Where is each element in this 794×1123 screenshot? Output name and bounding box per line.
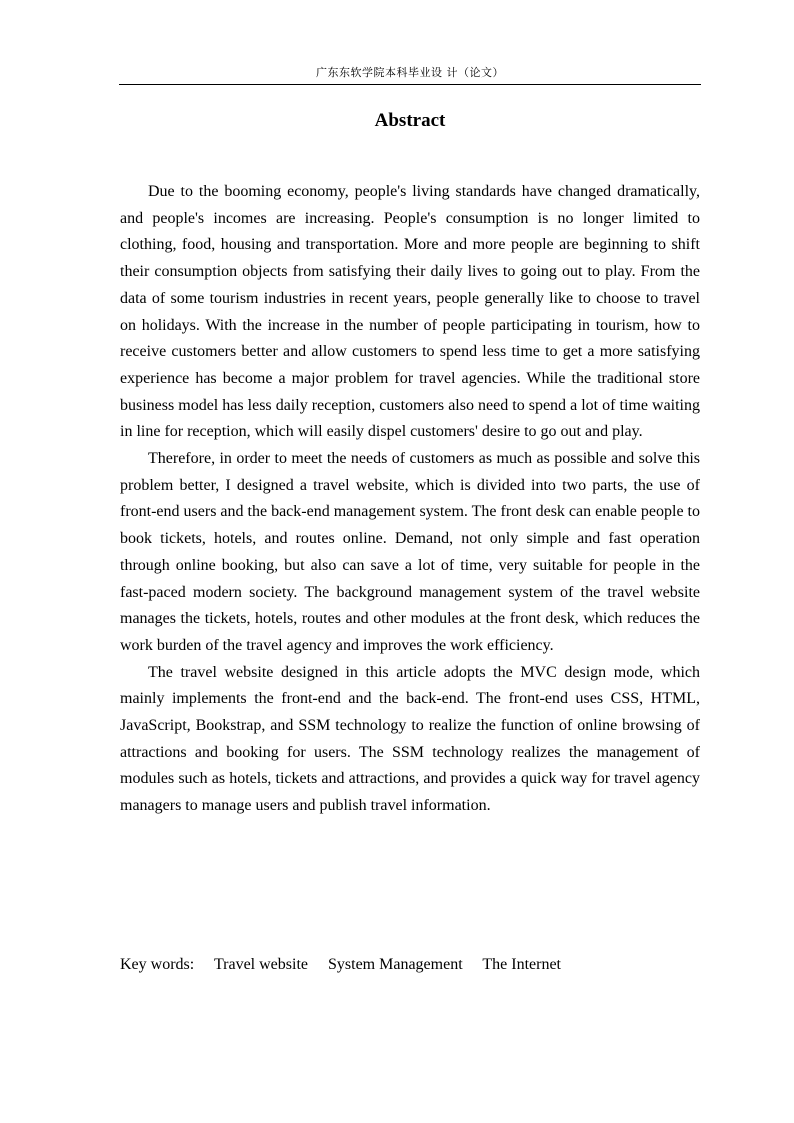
abstract-title: Abstract xyxy=(374,110,446,131)
keyword-term: System Management xyxy=(328,956,463,973)
keywords-label: Key words: xyxy=(120,956,195,973)
keywords-line xyxy=(120,952,700,978)
keyword-term: The Internet xyxy=(482,956,561,973)
abstract-paragraph-1: Due to the booming economy, people's living standards have changed dramatically, and people's incomes are increasing. People's consumption is no longer limited to clothing, food, housing and transportation. More and more people are beginning to shift their consumption objects from satisfying their daily lives to going out to play. From the data of some tourism industries in recent years, people generally like to choose to travel on holidays. With the increase in the number of people participating in tourism, how to receive customers better and allow customers to spend less time to get a more satisfying experience has become a major problem for travel agencies. While the traditional store business model has less daily reception, customers also need to spend a lot of time waiting in line for reception, which will easily dispel customers' desire to go out and play. xyxy=(120,183,700,441)
abstract-paragraph-2: Therefore, in order to meet the needs of customers as much as possible and solve this problem better, I designed a travel website, which is divided into two parts, the use of front-end users and the back-end management system. The front desk can enable people to book tickets, hotels, and routes online. Demand, not only simple and fast operation through online booking, but also can save a lot of time, very suitable for people in the fast-paced modern society. The background management system of the travel website manages the tickets, hotels, routes and other modules at the front desk, which reduces the work burden of the travel agency and improves the work efficiency. xyxy=(120,450,700,654)
keyword-term: Travel website xyxy=(213,956,308,973)
running-header: 广东东软学院本科毕业设 计（论文） xyxy=(316,66,504,79)
abstract-paragraph-3: The travel website designed in this article adopts the MVC design mode, which mainly implements the front-end and the back-end. The front-end uses CSS, HTML, JavaScript, Bookstrap, and SSM technology to realize the function of online browsing of attractions and booking for users. The SSM technology realizes the management of modules such as hotels, tickets and attractions, and provides a quick way for travel agency managers to manage users and publish travel information. xyxy=(120,663,700,815)
abstract-body xyxy=(120,179,700,820)
header-rule xyxy=(119,84,701,85)
